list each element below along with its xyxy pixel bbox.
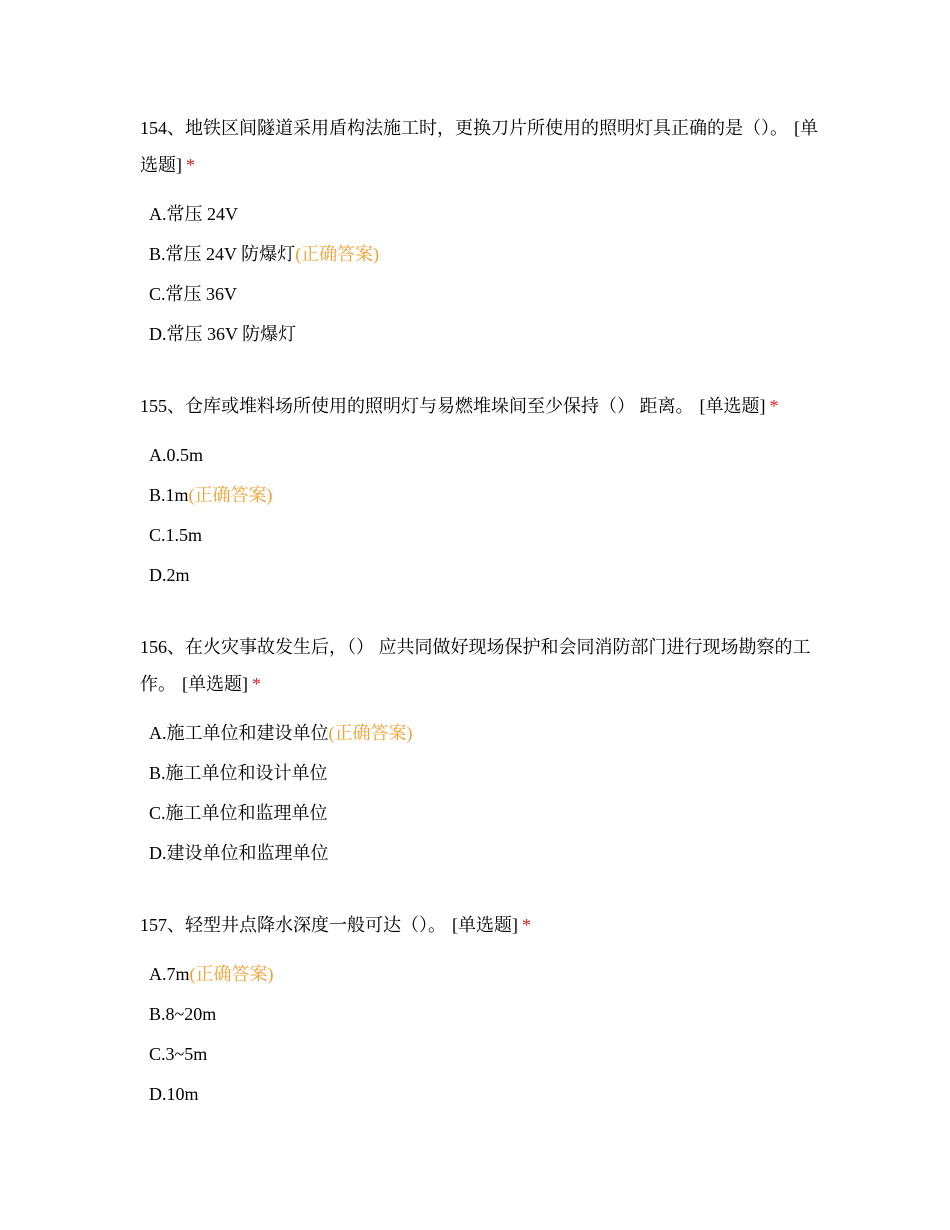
question-type: [单选题] <box>699 396 766 416</box>
option-d[interactable] <box>140 833 820 873</box>
option-list <box>140 954 820 1114</box>
option-d[interactable] <box>140 1074 820 1114</box>
option-a[interactable] <box>140 713 820 753</box>
option-c[interactable] <box>140 515 820 555</box>
option-b[interactable] <box>140 234 820 274</box>
question-title <box>140 388 820 425</box>
option-list <box>140 194 820 354</box>
question-list <box>140 110 820 1148</box>
option-a[interactable] <box>140 435 820 475</box>
option-d[interactable] <box>140 314 820 354</box>
option-label: B.8~20m <box>149 1004 217 1024</box>
option-b[interactable] <box>140 475 820 515</box>
option-d[interactable] <box>140 555 820 595</box>
question-title <box>140 907 820 944</box>
required-marker: * <box>186 155 195 175</box>
option-list <box>140 713 820 873</box>
option-b[interactable] <box>140 994 820 1034</box>
option-label: C.1.5m <box>149 525 203 545</box>
option-list <box>140 435 820 595</box>
question-text: 仓库或堆料场所使用的照明灯与易燃堆垛间至少保持（） 距离。 <box>185 396 694 416</box>
required-marker: * <box>769 396 779 416</box>
option-label: A.7m <box>149 964 190 984</box>
option-c[interactable] <box>140 793 820 833</box>
option-label: D.建设单位和监理单位 <box>149 843 329 863</box>
question-block <box>140 110 820 354</box>
option-label: A.施工单位和建设单位 <box>149 723 329 743</box>
option-a[interactable] <box>140 194 820 234</box>
option-b[interactable] <box>140 753 820 793</box>
correct-answer-tag: (正确答案) <box>328 723 413 743</box>
question-separator: 、 <box>167 915 185 935</box>
question-type: [单选题] <box>182 674 248 694</box>
correct-answer-tag: (正确答案) <box>189 964 274 984</box>
question-separator: 、 <box>167 637 185 657</box>
question-block <box>140 388 820 595</box>
option-label: D.常压 36V 防爆灯 <box>149 324 297 344</box>
question-type: [单选题] <box>452 915 518 935</box>
option-label: C.施工单位和监理单位 <box>149 803 328 823</box>
question-title <box>140 110 820 184</box>
correct-answer-tag: (正确答案) <box>295 244 380 264</box>
option-label: B.常压 24V 防爆灯 <box>149 244 296 264</box>
option-c[interactable] <box>140 274 820 314</box>
question-number: 156 <box>140 637 167 657</box>
question-type: [单选题] <box>140 118 818 175</box>
option-label: C.常压 36V <box>149 284 238 304</box>
option-a[interactable] <box>140 954 820 994</box>
question-separator: 、 <box>167 118 185 138</box>
option-label: D.2m <box>149 565 190 585</box>
question-title <box>140 629 820 703</box>
required-marker: * <box>252 674 261 694</box>
option-label: B.1m <box>149 485 189 505</box>
option-label: A.0.5m <box>149 445 203 465</box>
question-text: 地铁区间隧道采用盾构法施工时，更换刀片所使用的照明灯具正确的是（）。 <box>185 118 788 138</box>
correct-answer-tag: (正确答案) <box>188 485 273 505</box>
option-label: A.常压 24V <box>149 204 238 224</box>
question-number: 155 <box>140 396 167 416</box>
option-label: C.3~5m <box>149 1044 208 1064</box>
question-number: 157 <box>140 915 167 935</box>
question-separator: 、 <box>167 396 185 416</box>
question-block <box>140 629 820 873</box>
option-label: B.施工单位和设计单位 <box>149 763 328 783</box>
question-text: 在火灾事故发生后，（） 应共同做好现场保护和会同消防部门进行现场勘察的工作。 <box>140 637 811 694</box>
question-text: 轻型井点降水深度一般可达（）。 <box>185 915 446 935</box>
question-block <box>140 907 820 1114</box>
required-marker: * <box>522 915 531 935</box>
question-number: 154 <box>140 118 167 138</box>
option-c[interactable] <box>140 1034 820 1074</box>
option-label: D.10m <box>149 1084 199 1104</box>
